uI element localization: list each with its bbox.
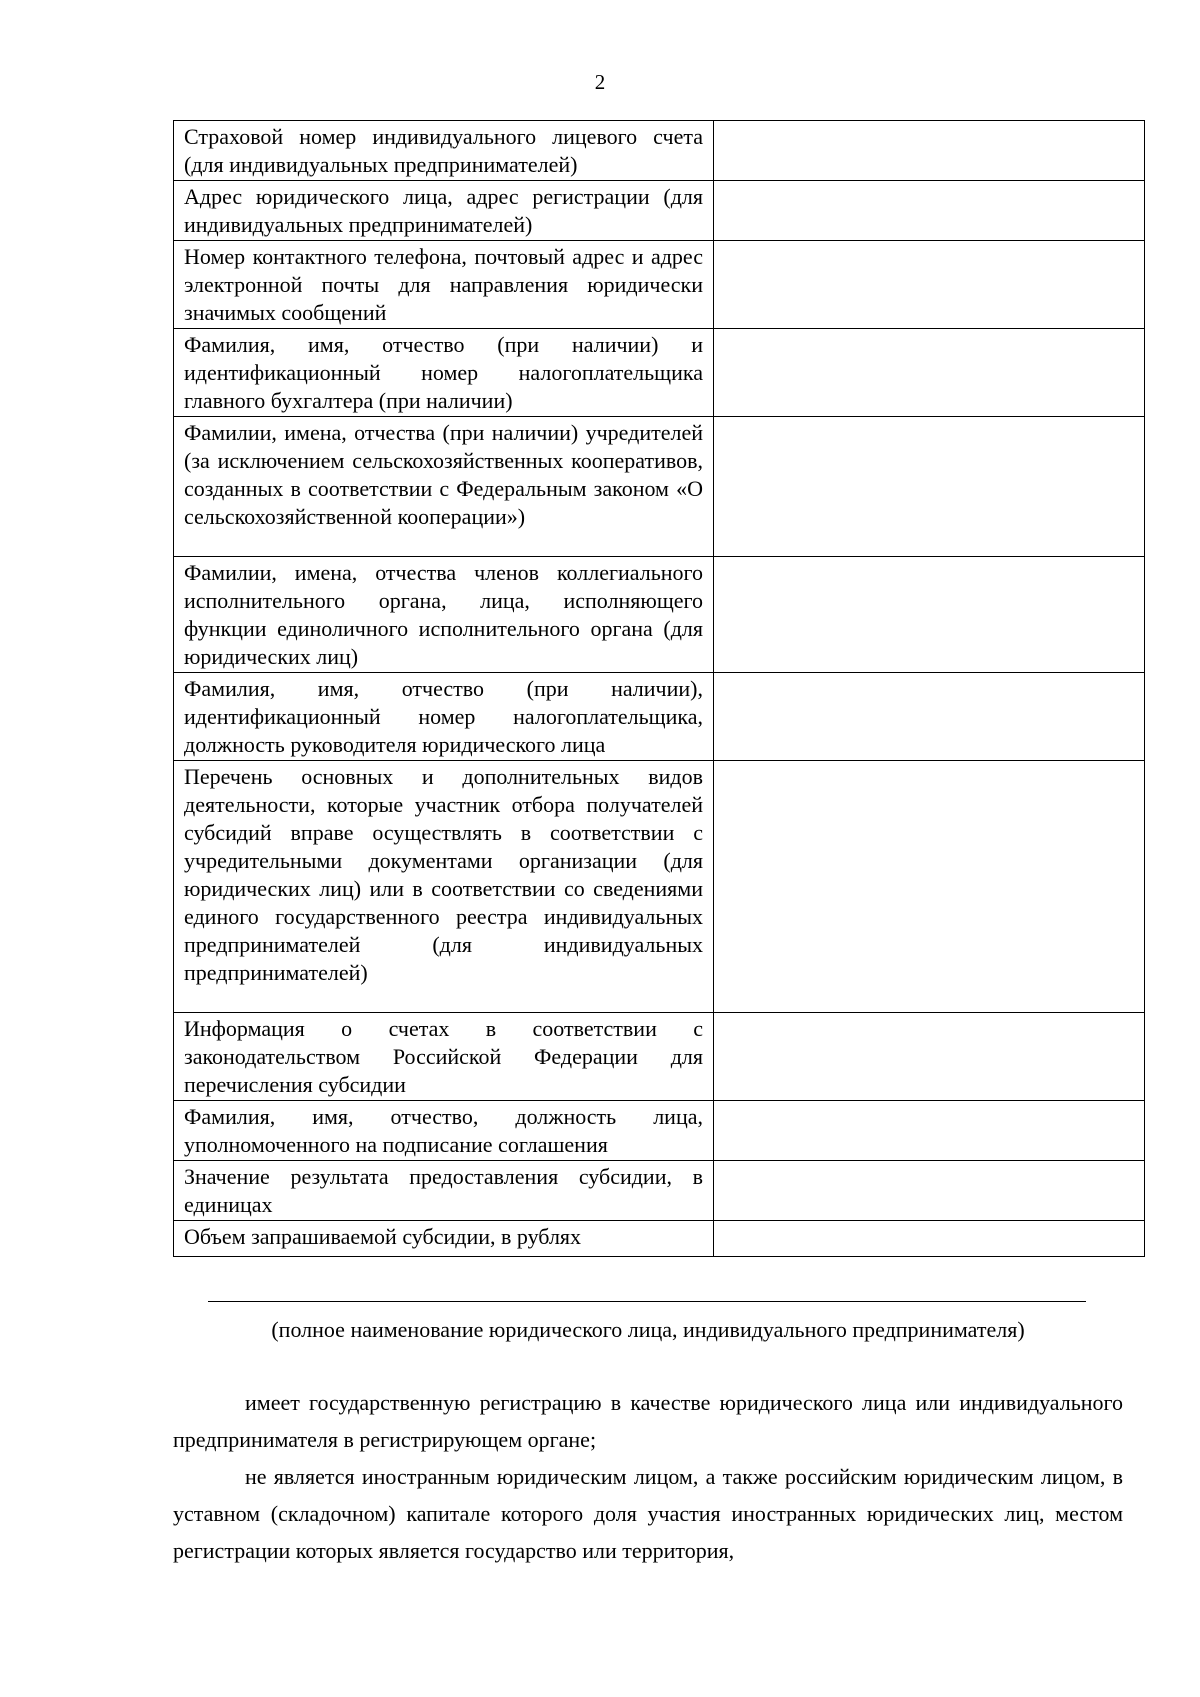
table-row <box>174 761 1145 1013</box>
table-row <box>174 241 1145 329</box>
row-label: Информация о счетах в соответствии с законодательством Российской Федерации для перечисления субсидии <box>174 1013 714 1101</box>
row-label: Значение результата предоставления субсидии, в единицах <box>174 1161 714 1221</box>
row-value-field[interactable] <box>714 241 1145 329</box>
row-value-field[interactable] <box>714 329 1145 417</box>
signature-caption: (полное наименование юридического лица, индивидуального предпринимателя) <box>271 1317 1025 1342</box>
table-row <box>174 1161 1145 1221</box>
table-row <box>174 417 1145 557</box>
row-value-field[interactable] <box>714 181 1145 241</box>
table-row <box>174 1221 1145 1257</box>
row-value-field[interactable] <box>714 673 1145 761</box>
paragraph: имеет государственную регистрацию в качестве юридического лица или индивидуального предпринимателя в регистрирующем органе; <box>173 1390 1123 1452</box>
body-text <box>173 1384 1123 1569</box>
row-label: Фамилия, имя, отчество (при наличии) и идентификационный номер налогоплательщика главного бухгалтера (при наличии) <box>174 329 714 417</box>
table-row <box>174 1101 1145 1161</box>
row-value-field[interactable] <box>714 557 1145 673</box>
row-value-field[interactable] <box>714 1161 1145 1221</box>
row-label: Объем запрашиваемой субсидии, в рублях <box>174 1221 714 1257</box>
row-value-field[interactable] <box>714 417 1145 557</box>
applicant-info-table <box>173 120 1145 1257</box>
row-label: Страховой номер индивидуального лицевого счета (для индивидуальных предпринимателей) <box>174 121 714 181</box>
table-row <box>174 557 1145 673</box>
signature-line[interactable] <box>208 1301 1086 1302</box>
row-label: Адрес юридического лица, адрес регистрации (для индивидуальных предпринимателей) <box>174 181 714 241</box>
table-row <box>174 673 1145 761</box>
table-row <box>174 121 1145 181</box>
row-value-field[interactable] <box>714 761 1145 1013</box>
table-row <box>174 181 1145 241</box>
row-label: Номер контактного телефона, почтовый адрес и адрес электронной почты для направления юридически значимых сообщений <box>174 241 714 329</box>
row-value-field[interactable] <box>714 1013 1145 1101</box>
row-value-field[interactable] <box>714 1101 1145 1161</box>
table-row <box>174 1013 1145 1101</box>
row-value-field[interactable] <box>714 1221 1145 1257</box>
row-label: Фамилия, имя, отчество (при наличии), идентификационный номер налогоплательщика, должность руководителя юридического лица <box>174 673 714 761</box>
page-number: 2 <box>594 70 606 94</box>
table-row <box>174 329 1145 417</box>
row-label: Фамилии, имена, отчества (при наличии) учредителей (за исключением сельскохозяйственных кооперативов, созданных в соответствии с Федеральным законом «О сельскохозяйственной кооперации») <box>174 417 714 557</box>
row-label: Фамилия, имя, отчество, должность лица, уполномоченного на подписание соглашения <box>174 1101 714 1161</box>
row-value-field[interactable] <box>714 121 1145 181</box>
paragraph: не является иностранным юридическим лицом, а также российским юридическим лицом, в уставном (складочном) капитале которого доля участия иностранных юридических лиц, местом регистрации которых является государство или территория, <box>173 1464 1123 1563</box>
row-label: Перечень основных и дополнительных видов деятельности, которые участник отбора получателей субсидий вправе осуществлять в соответствии с учредительными документами организации (для юридических лиц) или в соответствии со сведениями единого государственного реестра индивидуальных предпринимателей (для индивидуальных предпринимателей) <box>174 761 714 1013</box>
row-label: Фамилии, имена, отчества членов коллегиального исполнительного органа, лица, исполняющего функции единоличного исполнительного органа (для юридических лиц) <box>174 557 714 673</box>
